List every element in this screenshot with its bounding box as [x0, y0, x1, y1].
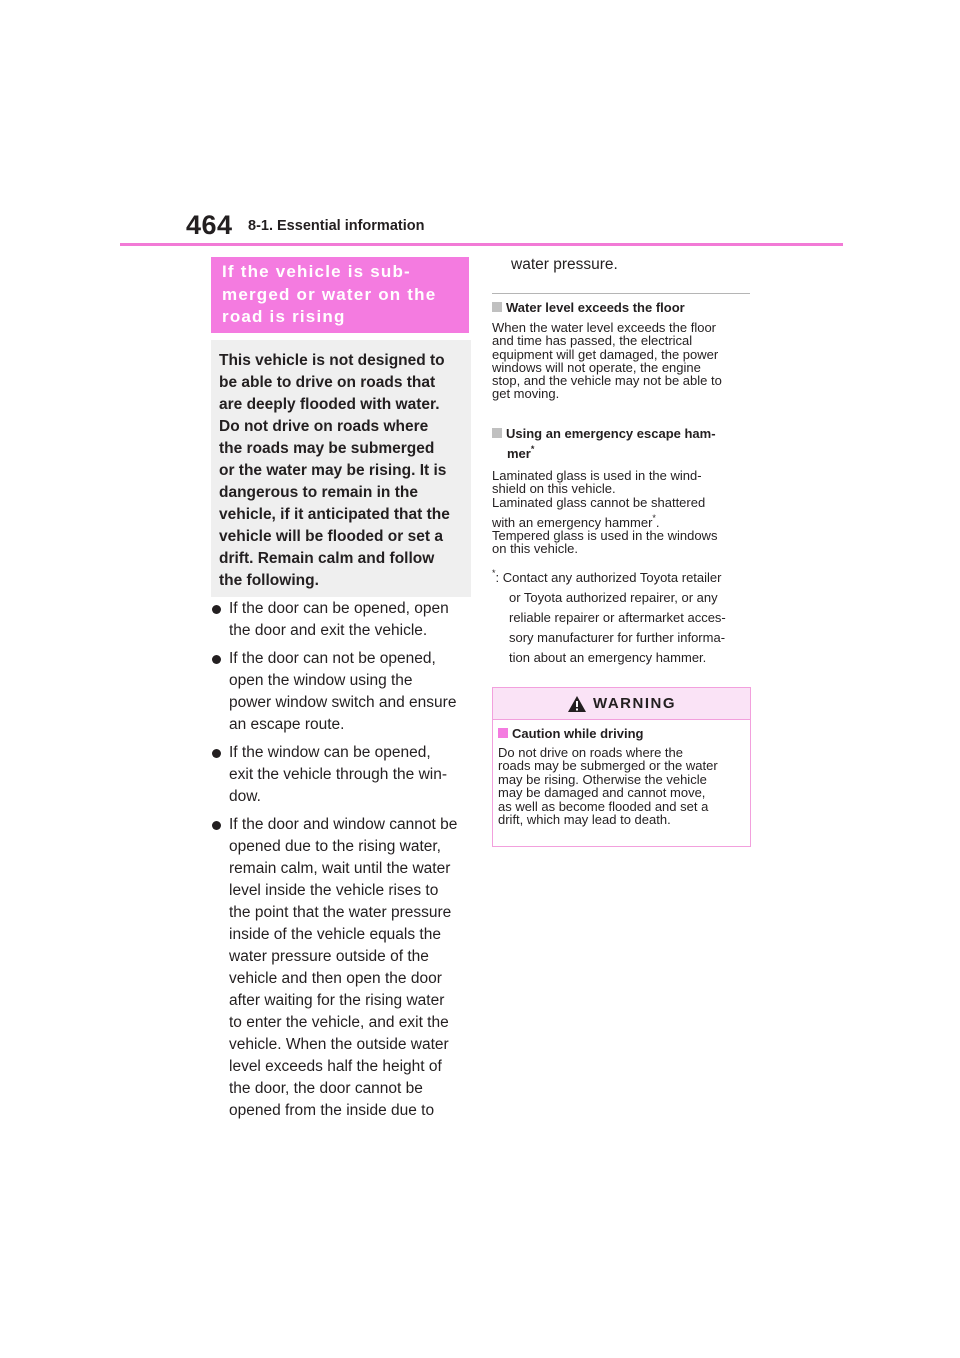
intro-line: the roads may be submerged	[219, 440, 435, 457]
warning-line: as well as become flooded and set a	[498, 798, 709, 814]
warning-line: drift, which may lead to death.	[498, 812, 671, 828]
warning-triangle-icon	[567, 695, 587, 713]
hammer-heading-line: mer	[507, 446, 531, 461]
footnote-line: reliable repairer or aftermarket acces-	[509, 610, 726, 625]
bullet-dot-icon	[212, 655, 221, 664]
bullet-line: vehicle and then open the door	[229, 970, 442, 987]
footnote-line: sory manufacturer for further informa-	[509, 630, 726, 645]
square-bullet-icon	[498, 728, 508, 738]
bullet-line: water pressure outside of the	[229, 948, 429, 965]
water-level-heading-text: Water level exceeds the floor	[506, 300, 685, 315]
text-line-end: .	[655, 514, 660, 530]
footnote-mark: :	[495, 570, 500, 585]
footnote-asterisk: *	[492, 568, 496, 578]
warning-line: may be damaged and cannot move,	[498, 785, 706, 801]
bullet-item	[212, 814, 474, 1122]
bullet-dot-icon	[212, 821, 221, 830]
heading-line: If the vehicle is sub-	[222, 262, 411, 281]
bullet-line: the door, the door cannot be	[229, 1080, 423, 1097]
heading-line: merged or water on the	[222, 284, 437, 304]
header-rule	[120, 243, 843, 246]
intro-line: vehicle, if it anticipated that the	[219, 506, 450, 523]
intro-line: This vehicle is not designed to	[219, 352, 445, 369]
bullet-line: after waiting for the rising water	[229, 992, 445, 1009]
text-line: and time has passed, the electrical	[492, 333, 693, 349]
warning-line: roads may be submerged or the water	[498, 758, 718, 774]
footnote-asterisk: *	[652, 512, 656, 523]
section-heading-box	[211, 257, 469, 333]
text-line: equipment will get damaged, the power	[492, 346, 719, 362]
bullet-dot-icon	[212, 749, 221, 758]
bullet-line: If the door and window cannot be	[229, 816, 458, 833]
hammer-heading-line: Using an emergency escape ham-	[506, 426, 716, 441]
heading-line: road is rising	[222, 307, 346, 326]
text-line: with an emergency hammer	[492, 514, 653, 530]
square-bullet-icon	[492, 428, 502, 438]
warning-line: Do not drive on roads where the	[498, 745, 683, 760]
bullet-line: If the window can be opened,	[229, 744, 431, 761]
intro-line: be able to drive on roads that	[219, 374, 436, 391]
hammer-footnote	[492, 568, 726, 668]
square-bullet-icon	[492, 302, 502, 312]
bullet-line: open the window using the	[229, 672, 413, 689]
column-divider	[492, 293, 750, 294]
intro-line: drift. Remain calm and follow	[219, 550, 435, 567]
text-line: windows will not operate, the engine	[492, 359, 701, 375]
intro-box	[211, 340, 471, 597]
footnote-asterisk: *	[530, 444, 535, 454]
bullet-item	[212, 648, 474, 736]
footnote-line: or Toyota authorized repairer, or any	[509, 590, 718, 605]
bullet-line: level inside the vehicle rises to	[229, 882, 439, 899]
text-line: get moving.	[492, 386, 560, 402]
text-line: on this vehicle.	[492, 541, 578, 557]
bullet-line: exit the vehicle through the win-	[229, 766, 447, 783]
bullet-dot-icon	[212, 605, 221, 614]
text-line: Laminated glass is used in the wind-	[492, 468, 702, 483]
bullet-line: power window switch and ensure	[229, 694, 457, 711]
footnote-line: tion about an emergency hammer.	[509, 650, 707, 665]
bullet-line: dow.	[229, 788, 261, 805]
bullet-line: vehicle. When the outside water	[229, 1036, 449, 1053]
bullet-line: remain calm, wait until the water	[229, 860, 451, 877]
intro-line: the following.	[219, 572, 319, 589]
bullet-line: If the door can not be opened,	[229, 650, 436, 667]
bullet-line: If the door can be opened, open	[229, 600, 449, 617]
hammer-text	[492, 469, 717, 556]
section-title: 8-1. Essential information	[248, 218, 425, 234]
bullet-item	[212, 598, 474, 642]
bullet-list	[212, 598, 474, 1128]
warning-box	[492, 687, 751, 847]
intro-line: dangerous to remain in the	[219, 484, 418, 501]
water-level-text	[492, 321, 722, 401]
warning-header	[493, 688, 750, 720]
footnote-line: Contact any authorized Toyota retailer	[502, 570, 722, 585]
bullet-item	[212, 742, 474, 808]
bullet-line: level exceeds half the height of	[229, 1058, 442, 1075]
text-line: shield on this vehicle.	[492, 481, 616, 497]
bullet-line: the door and exit the vehicle.	[229, 622, 428, 639]
warning-body	[493, 720, 750, 826]
warning-subheading-text: Caution while driving	[512, 726, 644, 741]
intro-line: vehicle will be flooded or set a	[219, 528, 443, 545]
bullet-line: an escape route.	[229, 716, 345, 733]
text-line: Laminated glass cannot be shattered	[492, 494, 706, 510]
text-line: When the water level exceeds the floor	[492, 320, 717, 335]
bullet-line: the point that the water pressure	[229, 904, 452, 921]
page-number: 464	[186, 210, 233, 240]
water-level-heading	[492, 298, 685, 317]
bullet-line: opened due to the rising water,	[229, 838, 441, 855]
bullet-line: inside of the vehicle equals the	[229, 926, 441, 943]
intro-line: or the water may be rising. It is	[219, 462, 447, 479]
intro-line: are deeply flooded with water.	[219, 396, 440, 413]
warning-subheading	[498, 724, 745, 743]
warning-line: may be rising. Otherwise the vehicle	[498, 771, 707, 787]
continuation-text: water pressure.	[511, 256, 618, 273]
hammer-heading	[492, 424, 716, 464]
text-line: stop, and the vehicle may not be able to	[492, 373, 722, 389]
warning-label: WARNING	[593, 695, 676, 712]
bullet-line: to enter the vehicle, and exit the	[229, 1014, 449, 1031]
bullet-line: opened from the inside due to	[229, 1102, 435, 1119]
intro-line: Do not drive on roads where	[219, 418, 429, 435]
text-line: Tempered glass is used in the windows	[492, 528, 718, 544]
